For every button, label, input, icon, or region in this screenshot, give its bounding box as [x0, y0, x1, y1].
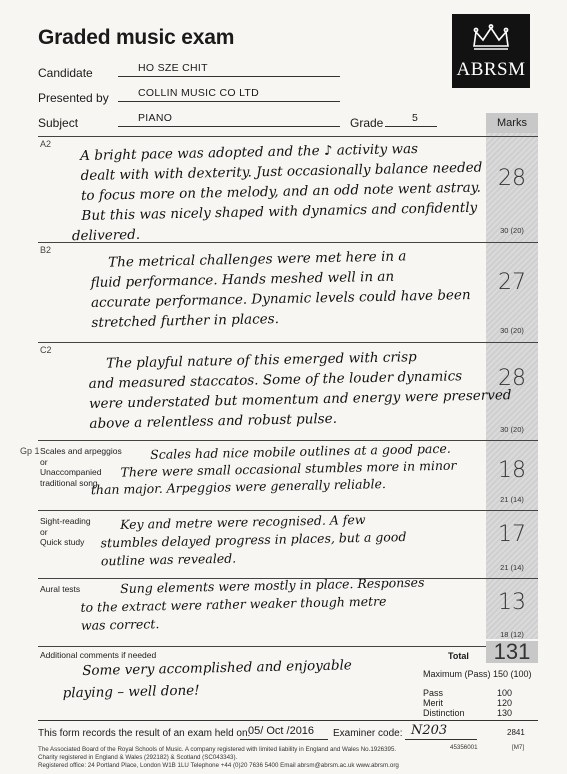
comment-line: The metrical challenges were met here in a [108, 248, 407, 271]
section-code: B2 [40, 245, 52, 255]
comment-line: Sung elements were mostly in place. Responses [120, 574, 425, 596]
comment-line: above a relentless and robust pulse. [89, 410, 338, 432]
candidate-label: Candidate [38, 66, 93, 80]
section-max: 18 (12) [500, 630, 524, 639]
distinction-value: 130 [497, 708, 513, 718]
section-comment [90, 245, 471, 333]
section-max: 30 (20) [500, 425, 524, 434]
section-code: A2 [40, 139, 52, 149]
comment-line: to focus more on the melody, and an odd note went astray. [80, 179, 481, 204]
additional-label: Additional comments if needed [40, 650, 157, 660]
section-max: 21 (14) [500, 563, 524, 572]
section-mark: 17 [498, 522, 526, 547]
merit-value: 120 [497, 698, 513, 708]
maxpass-label: Maximum (Pass) [423, 669, 491, 679]
comment-line: But this was nicely shaped with dynamics and confidently [81, 199, 478, 224]
section-mark: 28 [498, 366, 526, 391]
section-comment [100, 510, 407, 570]
section-mark: 28 [498, 166, 526, 191]
comment-line: fluid performance. Hands meshed well in an [90, 268, 395, 291]
footer-rule [38, 720, 538, 721]
distinction-label: Distinction [423, 708, 465, 718]
comment-line: delivered. [71, 226, 141, 245]
comment-line: The playful nature of this emerged with crisp [106, 349, 417, 372]
section-code: C2 [40, 345, 52, 355]
subject-rule [118, 126, 340, 127]
section-label: Sight-reading or Quick study [40, 516, 91, 547]
crown-icon [470, 24, 512, 52]
comment-line: Key and metre were recognised. A few [120, 511, 366, 532]
comment-line: A bright pace was adopted and the ♪ activity was [80, 140, 419, 164]
comment-line: stumbles delayed progress in places, but a good [100, 529, 407, 551]
section-max: 30 (20) [500, 226, 524, 235]
form-title: Graded music exam [38, 26, 235, 49]
subject-value: PIANO [138, 112, 173, 124]
reference-number: 45356001 [450, 744, 478, 751]
comment-line: were understated but momentum and energy were preserved [88, 387, 512, 412]
presented-rule [118, 101, 340, 102]
examiner-rule [405, 739, 477, 740]
total-value: 131 [493, 639, 531, 664]
candidate-value: HO SZE CHIT [138, 62, 208, 74]
comment-line: accurate performance. Dynamic levels could have been [90, 287, 471, 311]
reference-code: [M7] [512, 744, 525, 751]
legal-line: The Associated Board of the Royal Schools of Music. A company registered with limited liability in England and Wales No.1926395. [38, 746, 397, 753]
merit-label: Merit [423, 698, 443, 708]
marks-header: Marks [486, 113, 538, 133]
section-comment [71, 138, 484, 246]
comment-line: outline was revealed. [100, 550, 237, 569]
maxpass-value: 150 (100) [493, 669, 532, 679]
form-number: 2841 [507, 728, 525, 737]
section-mark: 13 [498, 590, 526, 615]
grade-rule [385, 126, 437, 127]
comment-line: playing – well done! [62, 682, 200, 702]
logo-wordmark: ABRSM [456, 59, 526, 80]
total-label: Total [448, 651, 469, 661]
exam-date: 05/ Oct /2016 [248, 725, 315, 737]
comment-line: There were small occasional stumbles more in minor [120, 457, 457, 480]
pass-value: 100 [497, 688, 513, 698]
comment-line: stretched further in places. [91, 311, 280, 331]
comment-line: Scales had nice mobile outlines at a good pace. [150, 440, 451, 462]
section-comment [90, 440, 457, 498]
section-max: 21 (14) [500, 495, 524, 504]
comment-line: Some very accomplished and enjoyable [82, 657, 353, 679]
subject-label: Subject [38, 116, 79, 130]
comment-line: was correct. [80, 616, 160, 633]
date-rule [240, 739, 328, 740]
abrsm-logo [452, 14, 530, 88]
legal-line: Registered office: 24 Portland Place, London W1B 1LU Telephone +44 (0)20 7636 5400 Email abrsm@abrsm.ac.uk www.abrsm.org [38, 762, 399, 769]
grade-label: Grade [350, 116, 384, 130]
additional-comment [62, 654, 353, 704]
section-comment [80, 574, 425, 634]
section-label: Aural tests [40, 584, 81, 594]
comment-line: to the extract were rather weaker though metre [80, 593, 387, 615]
examiner-code: N203 [411, 723, 448, 738]
section-label: Scales and arpeggios or Unaccompanied traditional song [40, 446, 122, 488]
section-mark: 27 [498, 270, 526, 295]
candidate-rule [118, 76, 340, 77]
section-code: Gp 1 [20, 446, 40, 456]
pass-label: Pass [423, 688, 444, 698]
section-max: 30 (20) [500, 326, 524, 335]
exam-date-label: This form records the result of an exam held on: [38, 728, 251, 739]
presented-label: Presented by [38, 91, 109, 105]
presented-value: COLLIN MUSIC CO LTD [138, 87, 260, 99]
section-comment [88, 345, 512, 434]
examiner-code-label: Examiner code: [333, 728, 403, 739]
comment-line: than major. Arpeggios were generally reliable. [90, 476, 387, 498]
legal-line: Charity registered in England & Wales (292182) & Scotland (SC043343). [38, 754, 238, 761]
grade-value: 5 [412, 112, 419, 124]
comment-line: dealt with with dexterity. Just occasionally balance needed [80, 159, 483, 184]
comment-line: and measured staccatos. Some of the louder dynamics [88, 368, 463, 392]
section-mark: 18 [498, 458, 526, 483]
